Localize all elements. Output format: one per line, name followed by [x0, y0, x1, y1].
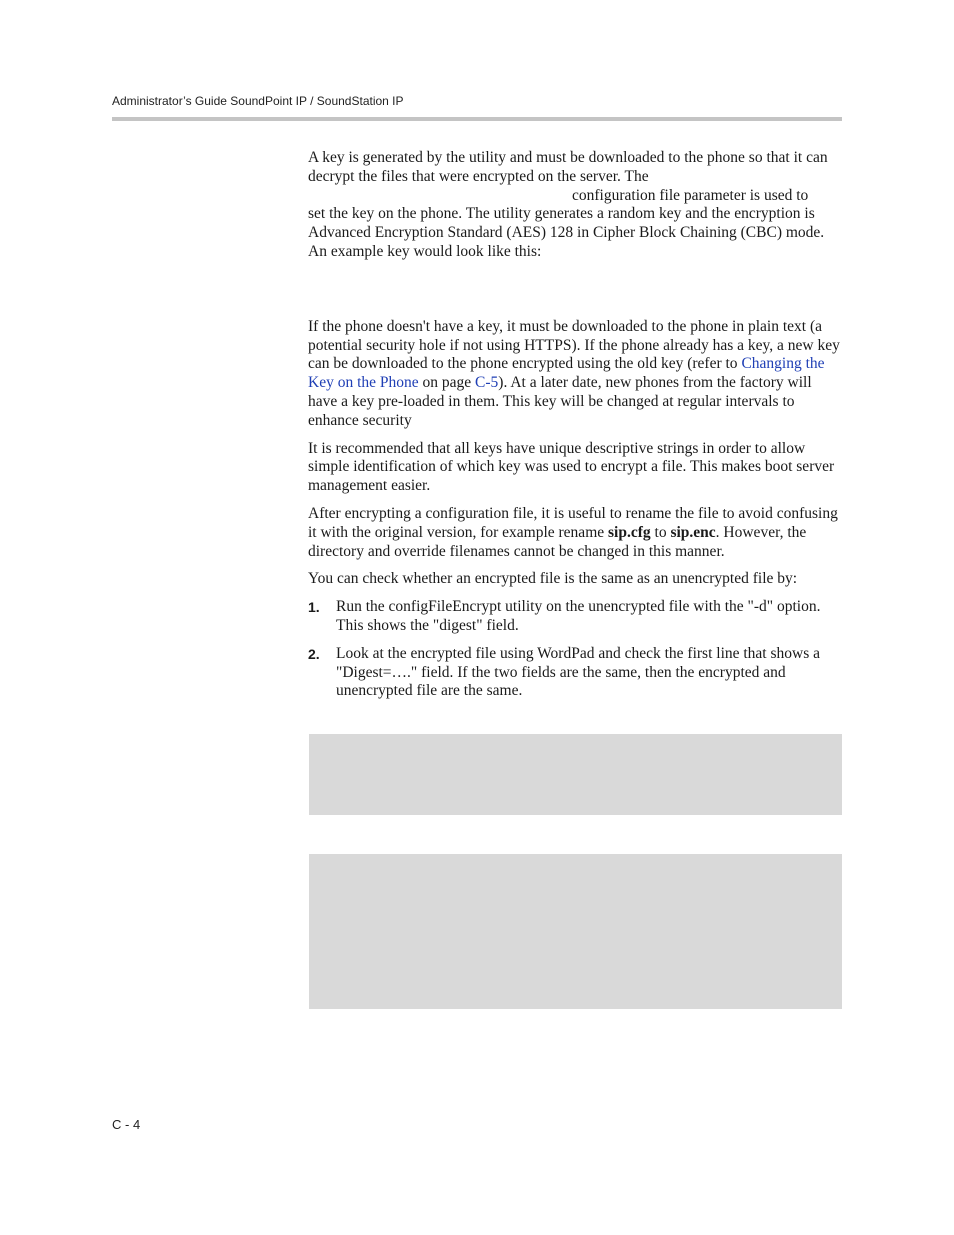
p2-text-a: If the phone doesn't have a key, it must be downloaded to the phone in plain text (a potential security hole if not using HTTPS). If the phone already has a key, a new key can be downloaded to the phone encrypted using the old key (refer to	[308, 317, 840, 373]
p4-text-b: to	[650, 523, 671, 541]
p2-text-b: on page	[418, 374, 476, 392]
step-2	[308, 645, 842, 701]
paragraph-descriptive-strings: It is recommended that all keys have unique descriptive strings in order to allow simple identification of which key was used to encrypt a file. This makes boot server management easier.	[308, 439, 835, 495]
paragraph-key-download	[308, 318, 842, 431]
main-content	[308, 149, 842, 710]
paragraph-rename-file	[308, 505, 842, 561]
filename-sip-cfg: sip.cfg	[608, 523, 651, 541]
link-changing-key[interactable]: Changing the Key on the Phone	[308, 355, 825, 392]
paragraph-check-encrypted: You can check whether an encrypted file is the same as an unencrypted file by:	[308, 570, 798, 588]
filename-sip-enc: sip.enc	[670, 523, 716, 541]
p1-line2: it can decrypt the files that were encrypted on the server. The	[308, 149, 828, 185]
header-rule	[112, 117, 842, 121]
p1-line3: configuration file parameter is used to	[572, 186, 809, 204]
example-key-blank	[308, 262, 842, 309]
note-box-2	[309, 854, 842, 1009]
p4-text-c: . However, the directory and override filenames cannot be changed in this manner.	[308, 523, 807, 560]
p1-line6: Chaining (CBC) mode. An example key would look like this:	[308, 224, 825, 260]
link-page-c5[interactable]: C-5	[475, 374, 499, 392]
paragraph-key-generation	[308, 149, 842, 309]
page-number: C - 4	[112, 1117, 141, 1132]
note-box-1	[309, 734, 842, 815]
step-2-number: 2.	[308, 645, 320, 662]
step-2-text: Look at the encrypted file using WordPad and check the first line that shows a "Digest=…." field. If the two fields are the same, then the encrypted and unencrypted file are the same.	[336, 644, 821, 700]
step-1-text: Run the configFileEncrypt utility on the unencrypted file with the "-d" option. This shows the "digest" field.	[336, 598, 821, 634]
p1-line5: encryption is Advanced Encryption Standard (AES) 128 in Cipher Block	[308, 205, 815, 242]
p1-line1: A key is generated by the utility and must be downloaded to the phone so that	[308, 149, 790, 166]
step-1-number: 1.	[308, 599, 320, 616]
p2-text-c: ). At a later date, new phones from the factory will have a key pre-loaded in them. This key will be changed at regular intervals to enhance security	[308, 374, 812, 429]
p4-text-a: After encrypting a configuration file, it is useful to rename the file to avoid confusing it with the original version, for example rename	[308, 504, 838, 541]
running-header: Administrator’s Guide SoundPoint IP / SoundStation IP	[112, 94, 404, 108]
step-1	[308, 598, 842, 636]
p1-line4: set the key on the phone. The utility generates a random key and the	[308, 205, 731, 223]
